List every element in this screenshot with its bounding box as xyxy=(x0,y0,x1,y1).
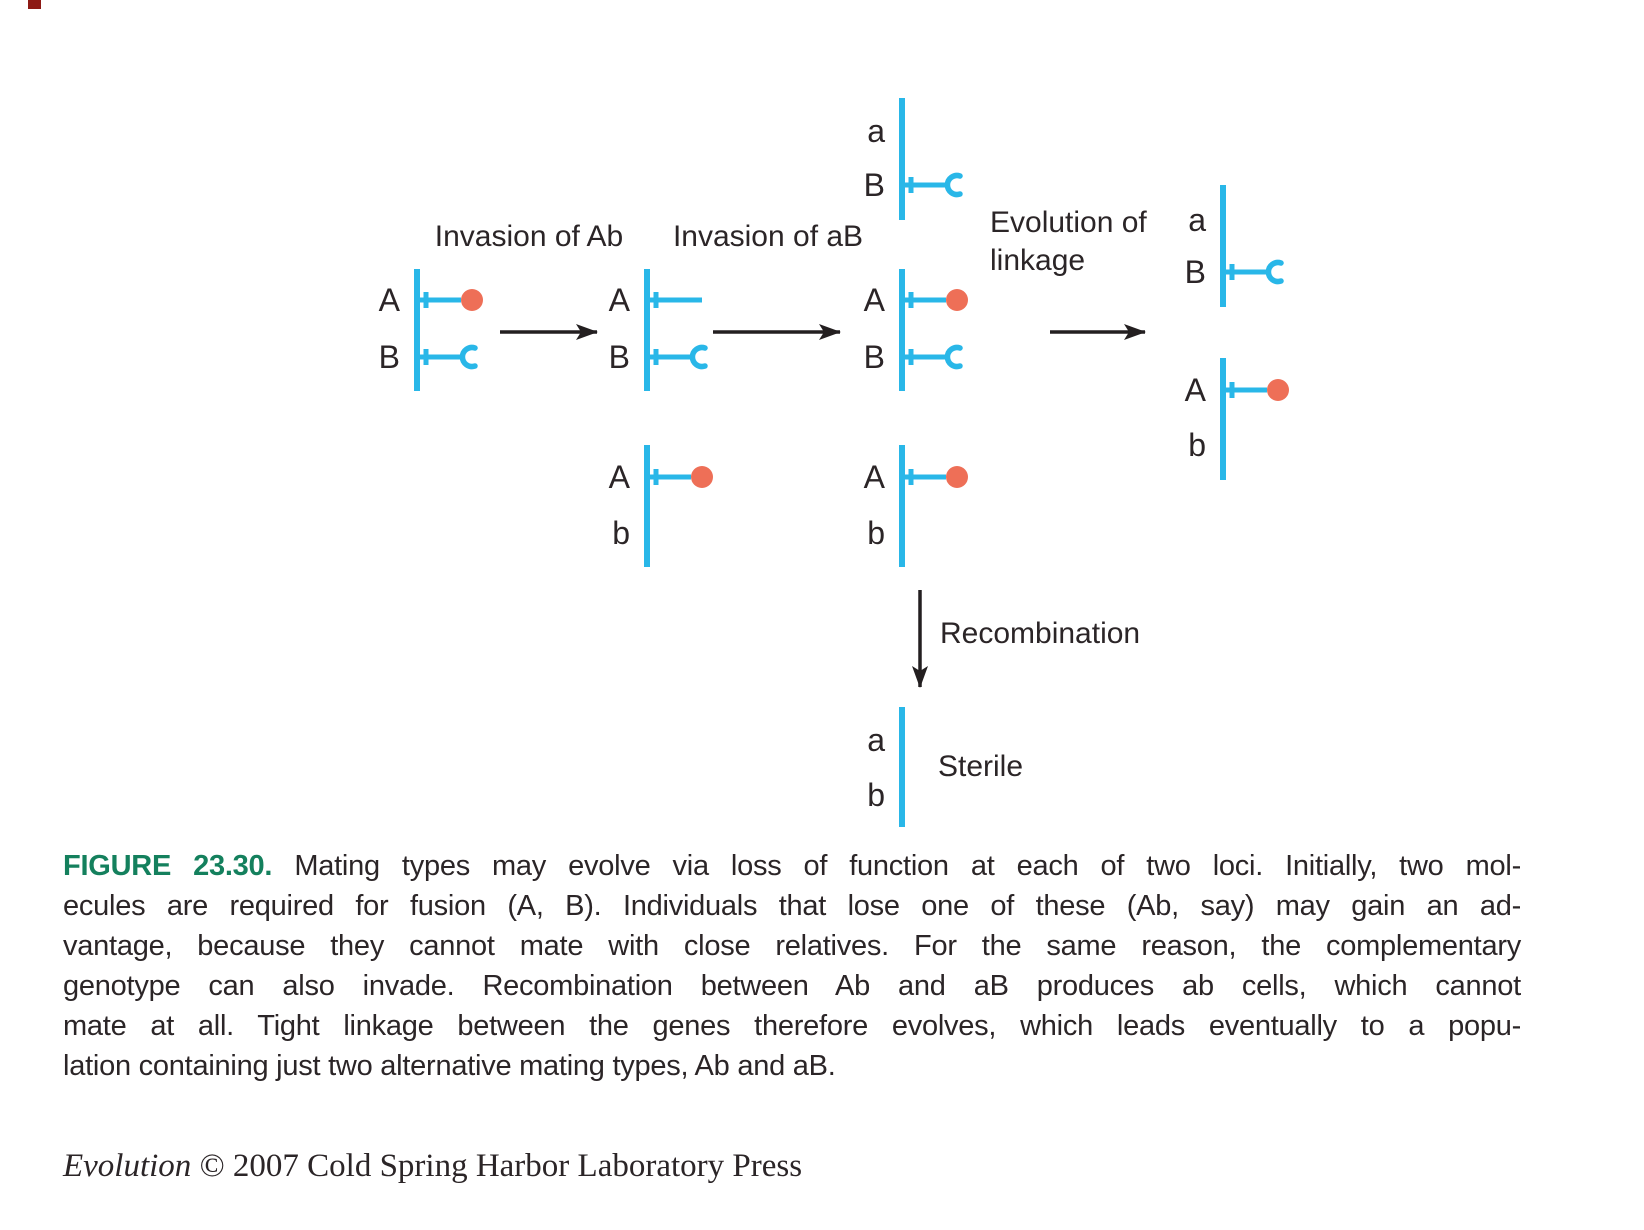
activator-ball-icon xyxy=(946,289,968,311)
chromosome-aB-linked xyxy=(1185,185,1281,307)
gene-label-A: A xyxy=(608,282,630,318)
activator-ball-icon xyxy=(946,466,968,488)
gene-label-b: b xyxy=(1188,427,1206,463)
gene-label-B: B xyxy=(1184,254,1206,290)
gene-label-b: b xyxy=(612,515,630,551)
figure-caption xyxy=(63,846,1521,1086)
receptor-fork-icon xyxy=(692,348,705,367)
figure-number: FIGURE 23.30. xyxy=(63,850,273,882)
label-invasion-of-Ab: Invasion of Ab xyxy=(434,219,624,253)
gene-label-A: A xyxy=(608,459,630,495)
chromosome-Ab-invader-2 xyxy=(864,445,968,567)
gene-label-a: a xyxy=(867,722,885,758)
caption-line xyxy=(63,846,1521,886)
gene-label-A: A xyxy=(1184,372,1206,408)
gene-label-b: b xyxy=(867,777,885,813)
gene-label-B: B xyxy=(608,339,630,375)
receptor-fork-icon xyxy=(947,348,960,367)
activator-ball-icon xyxy=(461,289,483,311)
label-sterile: Sterile xyxy=(938,749,1024,783)
activator-ball-icon xyxy=(1267,379,1289,401)
caption-text: Mating types may evolve via loss of function at each of two loci. Initially, two mol- xyxy=(294,850,1522,882)
copyright-line xyxy=(63,1148,802,1185)
gene-label-a: a xyxy=(867,113,885,149)
caption-line: vantage, because they cannot mate with close relatives. For the same reason, the complementary xyxy=(63,930,1521,962)
receptor-fork-icon xyxy=(947,176,960,195)
chromosome-Ab-invader xyxy=(609,445,713,567)
gene-label-B: B xyxy=(378,339,400,375)
gene-label-b: b xyxy=(867,515,885,551)
caption-line: lation containing just two alternative mating types, Ab and aB. xyxy=(63,1050,836,1082)
book-title: Evolution xyxy=(63,1148,192,1184)
gene-label-A: A xyxy=(378,282,400,318)
gene-label-B: B xyxy=(863,167,885,203)
label-invasion-of-aB: Invasion of aB xyxy=(672,219,864,253)
chromosome-Ab-linked xyxy=(1185,358,1289,480)
label-recombination: Recombination xyxy=(940,616,1141,650)
caption-line: mate at all. Tight linkage between the genes therefore evolves, which leads eventually to a popu- xyxy=(63,1010,1521,1042)
receptor-fork-icon xyxy=(1268,262,1281,281)
chromosome-ab-sterile xyxy=(867,707,902,827)
chromosome-AB-resident xyxy=(609,269,705,391)
copyright-text: © 2007 Cold Spring Harbor Laboratory Press xyxy=(191,1148,803,1184)
chromosome-AB-initial xyxy=(379,269,483,391)
receptor-fork-icon xyxy=(462,348,475,367)
gene-label-A: A xyxy=(863,282,885,318)
caption-line: ecules are required for fusion (A, B). Individuals that lose one of these (Ab, say) may gain an ad- xyxy=(63,890,1521,922)
activator-ball-icon xyxy=(691,466,713,488)
gene-label-a: a xyxy=(1188,202,1206,238)
chromosome-AB-resident-2 xyxy=(864,269,968,391)
chromosome-aB-invader xyxy=(864,98,960,220)
gene-label-B: B xyxy=(863,339,885,375)
gene-label-A: A xyxy=(863,459,885,495)
label-evolution-of-linkage: Evolution of linkage xyxy=(990,205,1147,277)
caption-line: genotype can also invade. Recombination between Ab and aB produces ab cells, which cannot xyxy=(63,970,1521,1002)
